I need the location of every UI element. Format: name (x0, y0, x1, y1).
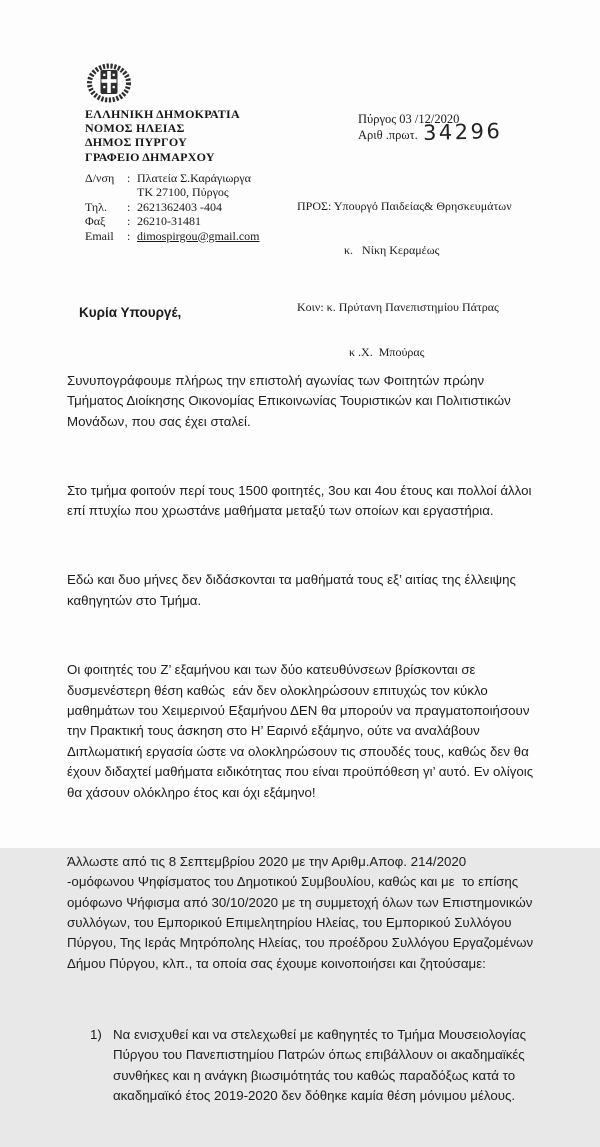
to-value: Υπουργό Παιδείας& Θρησκευμάτων (333, 198, 512, 213)
contact-value: 2621362403 -404 (137, 199, 222, 214)
contact-separator: : (127, 199, 131, 214)
reference-block (358, 111, 503, 146)
contact-separator (127, 185, 137, 199)
paragraph: Στο τμήμα φοιτούν περί τους 1500 φοιτητές, 3ου και 4ου έτους και πολλοί άλλοι επί πτυχίω που χρωστάνε μαθήματα μεταξύ των οποίων και εργαστήρια. (67, 482, 536, 519)
contact-label (85, 185, 127, 199)
email-address: dimospirgou@gmail.com (137, 228, 260, 243)
org-line-municipality: ΔΗΜΟΣ ΠΥΡΓΟΥ (85, 135, 188, 150)
recipient-cc-line (297, 300, 512, 315)
contact-row-fax (85, 214, 260, 228)
place-date: Πύργος 03 /12/2020 (358, 112, 460, 126)
contact-row-address (85, 171, 260, 185)
contact-value: 26210-31481 (137, 214, 201, 229)
paragraph: Άλλωστε από τις 8 Σεπτεμβρίου 2020 με την Αριθμ.Αποφ. 214/2020 -ομόφωνου Ψηφίσματος του Δημοτικού Συμβουλίου, καθώς και με το επίσης ομόφωνο Ψήφισμα από 30/10/2020 με τη συμμετοχή όλων των Επιστημονικών συλλόγων, του Εμπορικού Επιμελητηρίου Ηλείας, του Εμπορικού Συλλόγου Πύργου, Της Ιεράς Μητρόπολης Ηλείας, του προέδρου Συλλόγου Εργαζομένων Δήμου Πύργου, κλπ., τα οποία σας έχουμε κοινοποιήσει και ζητούσαμε: (67, 853, 537, 971)
protocol-number-handwritten: 34296 (422, 118, 503, 146)
contact-row-email (85, 229, 260, 243)
letter-body (67, 330, 537, 1147)
contact-label: Φαξ (85, 214, 106, 229)
contact-separator: : (127, 228, 131, 243)
org-line-republic: ΕΛΛΗΝΙΚΗ ΔΗΜΟΚΡΑΤΙΑ (85, 107, 240, 121)
contact-block (85, 171, 260, 243)
cc-label: Κοιν: (297, 300, 324, 315)
org-line-prefecture: ΝΟΜΟΣ ΗΛΕΙΑΣ (85, 121, 185, 136)
cc-person: κ .Χ. Μπούρας (349, 344, 425, 359)
org-line-office: ΓΡΑΦΕΙΟ ΔΗΜΑΡΧΟΥ (85, 149, 215, 164)
contact-label: Email (85, 228, 114, 243)
list-item-number: 1) (90, 1027, 102, 1042)
paragraph: Οι φοιτητές του Ζ’ εξαμήνου και των δύο κατευθύνσεων βρίσκονται σε δυσμενέστερη θέση καθώς εάν δεν ολοκληρώσουν επιτυχώς τον κύκλο μαθημάτων του Χειμερινού Εξαμήνου ΔΕΝ θα μπορούν να πραγματοποιήσουν την Πρακτική τους άσκηση στο Η’ Εαρινό εξάμηνο, ούτε να αναλάβουν Διπλωματική εργασία ώστε να ολοκληρώσουν τις σπουδές τους, καθώς δεν θα έχουν διδαχτεί μαθήματα ειδικότητας που είναι προϋπόθεση γι’ αυτό. Εν ολίγοις θα χάσουν ολόκληρο έτος και όχι εξάμηνο! (67, 662, 537, 800)
contact-row-postcode (85, 185, 260, 199)
contact-separator: : (127, 171, 131, 185)
paragraph: Συνυπογράφουμε πλήρως την επιστολή αγωνίας των Φοιτητών πρώην Τμήματος Διοίκησης Οικονομίας Επικοινωνίας Τουριστικών και Πολιτιστικών Μονάδων, που σας έχει σταλεί. (67, 372, 515, 429)
recipient-to-line (297, 199, 512, 214)
list-item-text: Να ενισχυθεί και να στελεχωθεί με καθηγητές το Τμήμα Μουσειολογίας Πύργου του Πανεπιστημίου Πατρών όπως επιβάλλουν οι ακαδημαϊκές συνθήκες και η ανάγκη βιωσιμότητάς του καθώς παραδόξως κατά το ακαδημαϊκό έτος 2019-2020 δεν δόθηκε καμία θέση μόνιμου μέλους. (113, 1027, 530, 1104)
to-label: ΠΡΟΣ: (297, 198, 332, 213)
salutation: Κυρία Υπουργέ, (79, 305, 182, 320)
contact-row-phone (85, 200, 260, 214)
protocol-label: Αριθ .πρωτ. (358, 128, 418, 142)
contact-label: Τηλ. (85, 199, 107, 214)
cc-value: κ. Πρύτανη Πανεπιστημίου Πάτρας (326, 300, 499, 315)
coat-of-arms-icon (86, 63, 132, 105)
numbered-list-item (67, 1025, 537, 1107)
contact-value: Πλατεία Σ.Καράγιωργα (137, 171, 251, 185)
to-person: κ. Νίκη Κεραμέως (344, 242, 440, 257)
paragraph: Εδώ και δυο μήνες δεν διδάσκονται τα μαθήματά τους εξ’ αιτίας της έλλειψης καθηγητών στο Τμήμα. (67, 572, 520, 608)
contact-value: ΤΚ 27100, Πύργος (137, 185, 229, 200)
contact-separator: : (127, 214, 131, 229)
contact-label: Δ/νση (85, 171, 115, 185)
org-header (85, 107, 240, 164)
